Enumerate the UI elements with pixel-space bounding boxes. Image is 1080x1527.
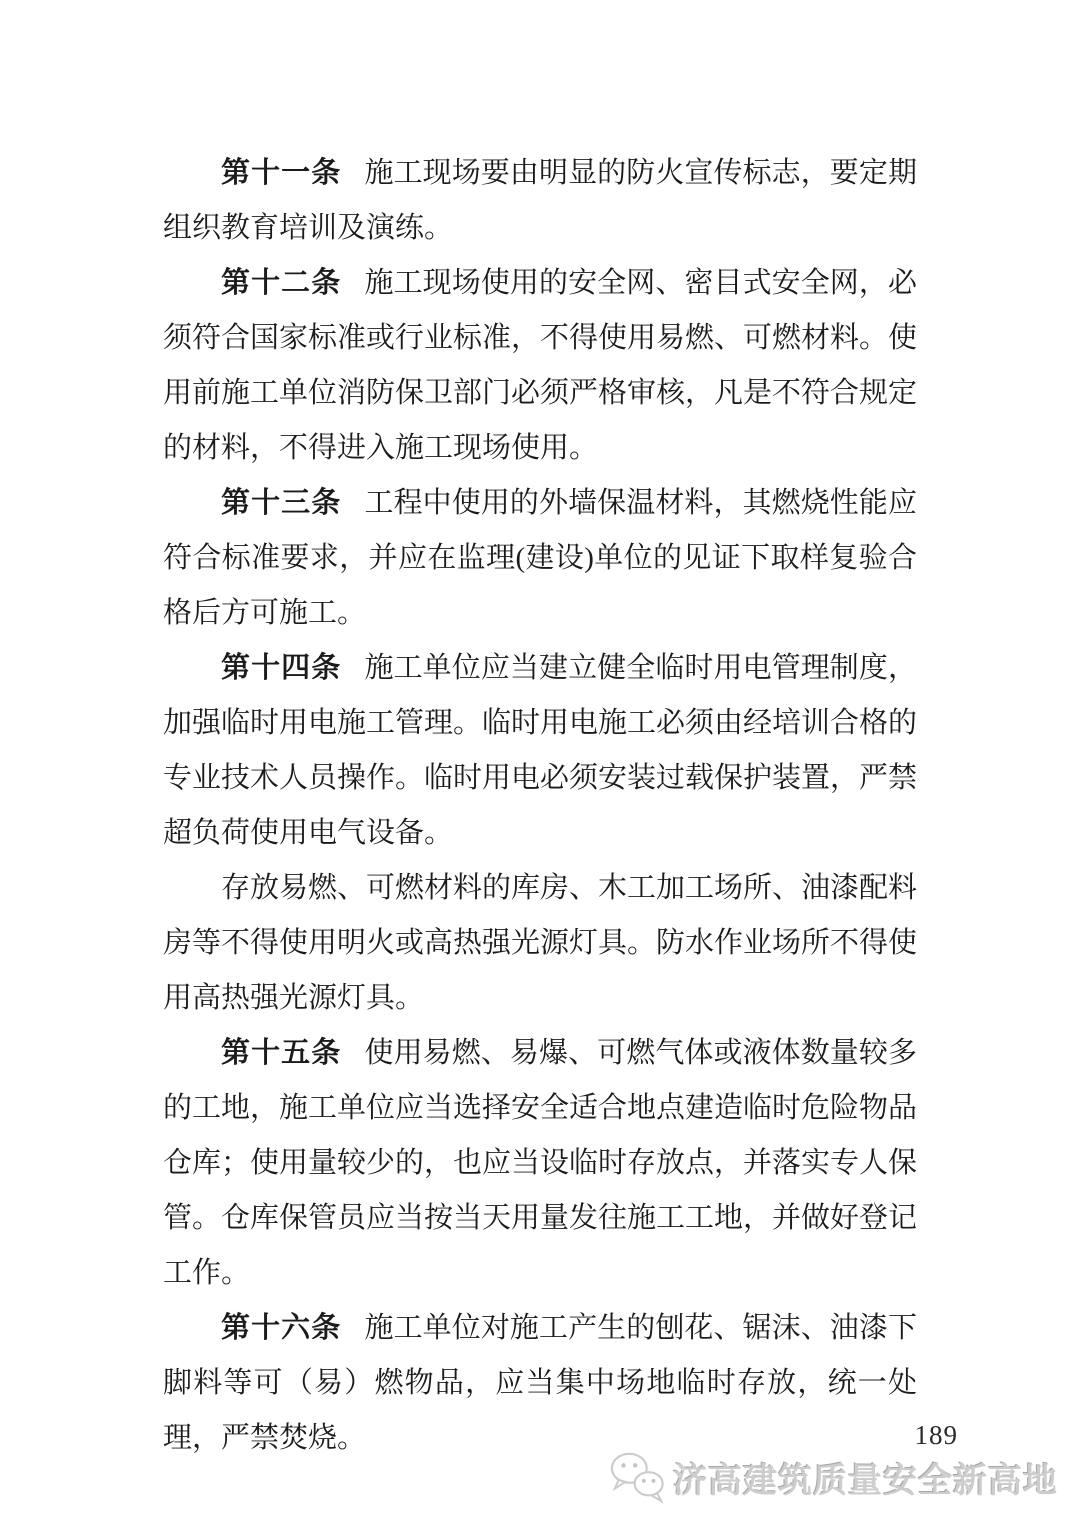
article-text: 工程中使用的外墙保温材料，其燃烧性能应符合标准要求，并应在监理(建设)单位的见证下取样复验合格后方可施工。 <box>163 487 917 629</box>
article-number: 第十四条 <box>221 652 342 684</box>
article-text: 存放易燃、可燃材料的库房、木工加工场所、油漆配料房等不得使用明火或高热强光源灯具。防水作业场所不得使用高热强光源灯具。 <box>163 872 918 1014</box>
article-paragraph <box>163 861 917 1026</box>
document-body <box>163 146 917 1466</box>
article-paragraph <box>163 476 917 641</box>
article-number: 第十三条 <box>221 487 342 519</box>
watermark-text: 济高建筑质量安全新高地 <box>673 1462 1058 1500</box>
article-text: 施工单位应当建立健全临时用电管理制度，加强临时用电施工管理。临时用电施工必须由经培训合格的专业技术人员操作。临时用电必须安装过载保护装置，严禁超负荷使用电气设备。 <box>163 652 918 849</box>
article-paragraph <box>163 146 917 256</box>
watermark <box>609 1448 1058 1506</box>
article-number: 第十六条 <box>221 1312 342 1344</box>
page-number: 189 <box>914 1420 958 1450</box>
article-text: 施工现场要由明显的防火宣传标志，要定期组织教育培训及演练。 <box>163 157 917 244</box>
wechat-icon <box>609 1448 667 1506</box>
article-paragraph <box>163 256 917 476</box>
article-text: 施工现场使用的安全网、密目式安全网，必须符合国家标准或行业标准，不得使用易燃、可燃材料。使用前施工单位消防保卫部门必须严格审核，凡是不符合规定的材料，不得进入施工现场使用。 <box>163 267 918 464</box>
article-paragraph <box>163 641 917 861</box>
article-number: 第十二条 <box>221 267 342 299</box>
article-text: 施工单位对施工产生的刨花、锯沫、油漆下脚料等可（易）燃物品，应当集中场地临时存放，统一处理，严禁焚烧。 <box>163 1312 917 1454</box>
article-number: 第十一条 <box>221 157 342 189</box>
article-paragraph <box>163 1026 917 1301</box>
article-number: 第十五条 <box>221 1037 342 1069</box>
article-paragraph <box>163 1301 917 1466</box>
article-text: 使用易燃、易爆、可燃气体或液体数量较多的工地，施工单位应当选择安全适合地点建造临时危险物品仓库；使用量较少的，也应当设临时存放点，并落实专人保管。仓库保管员应当按当天用量发往施工工地，并做好登记工作。 <box>163 1037 918 1289</box>
